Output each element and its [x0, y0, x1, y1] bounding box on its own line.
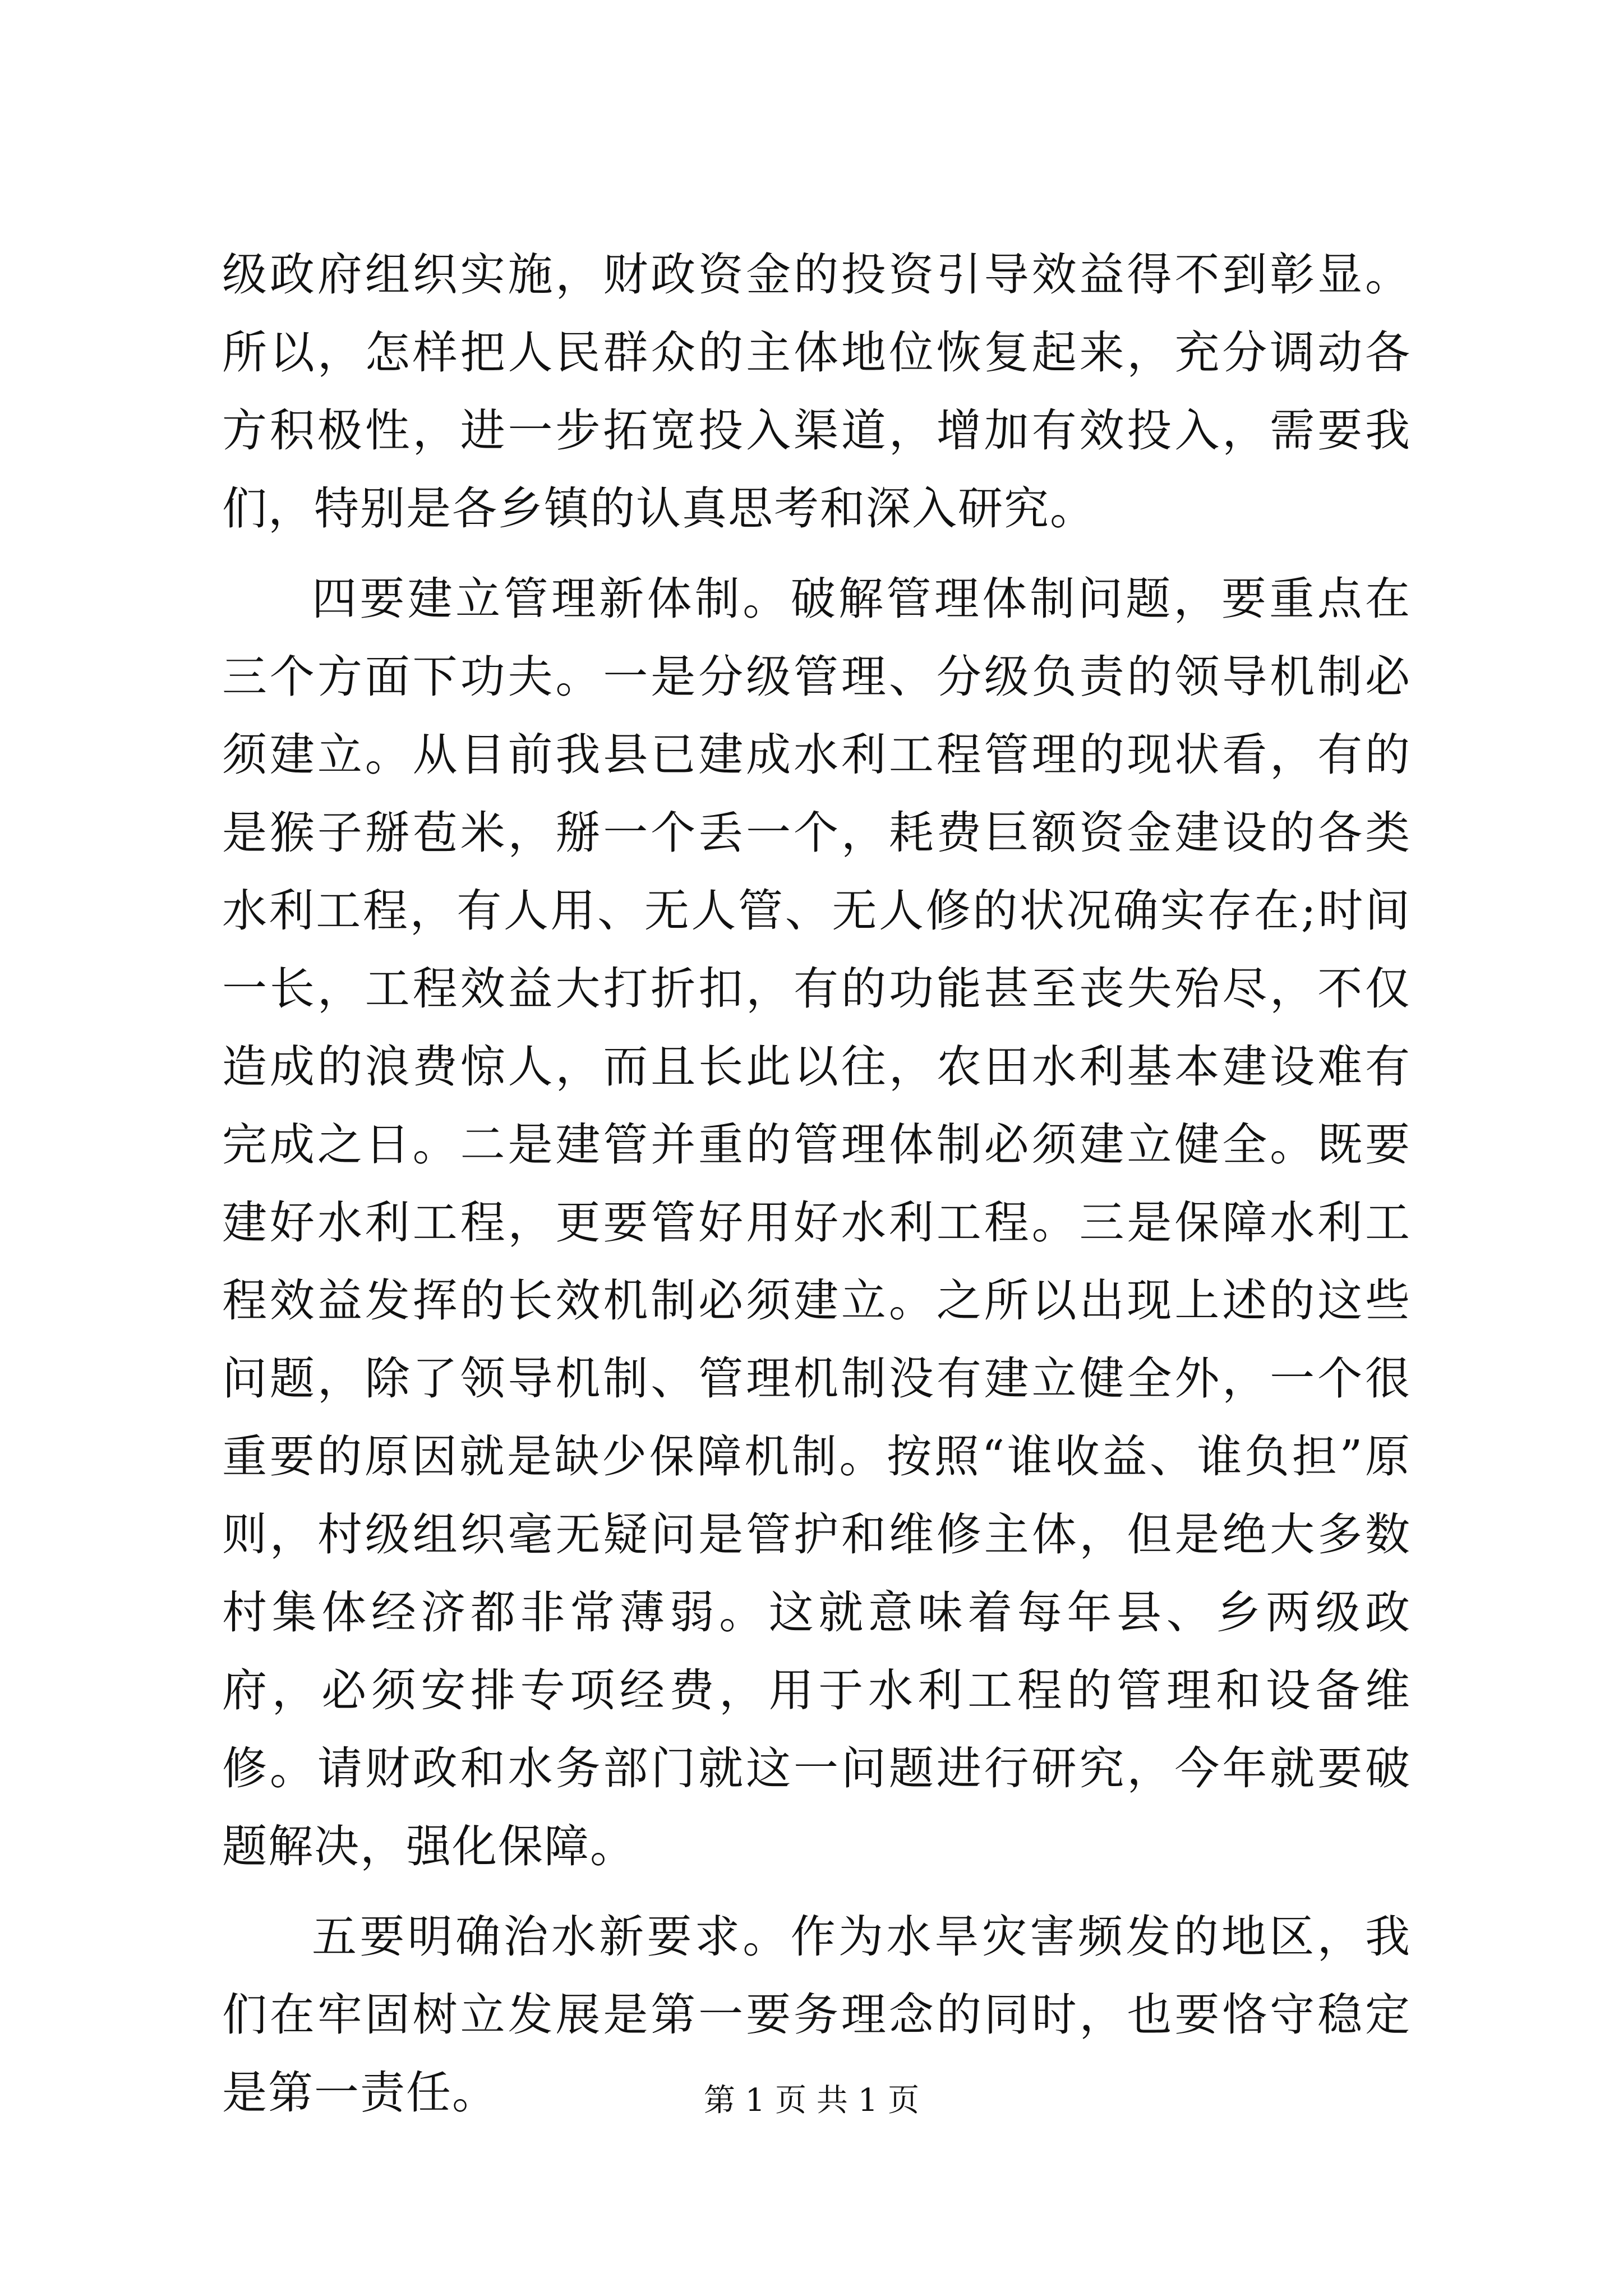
- paragraph-continuation: 级政府组织实施，财政资金的投资引导效益得不到彰显。所以，怎样把人民群众的主体地位恢复起来，充分调动各方积极性，进一步拓宽投入渠道，增加有效投入，需要我们，特别是各乡镇的认真思考和深入研究。: [222, 249, 1411, 535]
- document-body: [222, 236, 1411, 2144]
- page-footer: 第 1 页 共 1 页: [703, 2082, 920, 2119]
- paragraph-management-system: 四要建立管理新体制。破解管理体制问题，要重点在三个方面下功夫。一是分级管理、分级负责的领导机制必须建立。从目前我县已建成水利工程管理的现状看，有的是猴子掰苞米，掰一个丢一个，耗费巨额资金建设的各类水利工程，有人用、无人管、无人修的状况确实存在;时间一长，工程效益大打折扣，有的功能甚至丧失殆尽，不仅造成的浪费惊人，而且长此以往，农田水利基本建设难有完成之日。二是建管并重的管理体制必须建立健全。既要建好水利工程，更要管好用好水利工程。三是保障水利工程效益发挥的长效机制必须建立。之所以出现上述的这些问题，除了领导机制、管理机制没有建立健全外，一个很重要的原因就是缺少保障机制。按照“谁收益、谁负担”原则，村级组织毫无疑问是管护和维修主体，但是绝大多数村集体经济都非常薄弱。这就意味着每年县、乡两级政府，必须安排专项经费，用于水利工程的管理和设备维修。请财政和水务部门就这一问题进行研究，今年就要破题解决，强化保障。: [222, 573, 1411, 1872]
- paragraph-water-governance: 五要明确治水新要求。作为水旱灾害频发的地区，我们在牢固树立发展是第一要务理念的同时，也要恪守稳定是第一责任。: [222, 1911, 1411, 2119]
